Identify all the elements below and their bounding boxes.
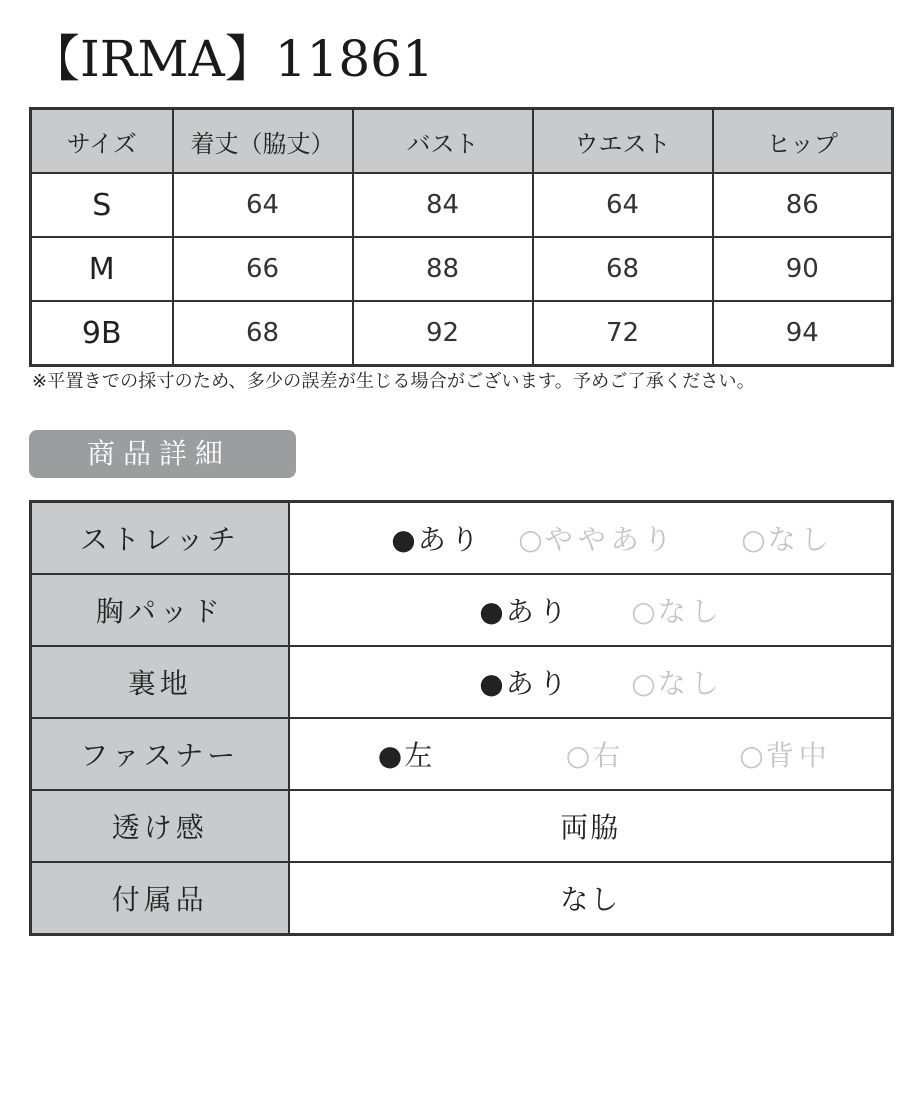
option-selected: ●あり — [391, 523, 484, 556]
size-label: M — [31, 237, 173, 301]
hip-value: 86 — [713, 173, 893, 237]
bust-value: 88 — [353, 237, 533, 301]
empty-circle-icon: ○ — [739, 739, 764, 772]
product-title: 【IRMA】11861 — [30, 30, 434, 88]
option-unselected: ○ややあり — [518, 523, 677, 556]
length-value: 66 — [173, 237, 353, 301]
header-bust: バスト — [353, 109, 533, 174]
option-selected: ●あり — [479, 667, 572, 700]
section-title-badge: 商品詳細 — [29, 430, 296, 478]
table-row — [31, 173, 893, 237]
empty-circle-icon: ○ — [565, 739, 591, 772]
waist-value: 68 — [533, 237, 713, 301]
detail-row-sheerness — [31, 790, 893, 862]
size-table-header-row — [31, 109, 893, 174]
details-table — [29, 500, 894, 936]
detail-row-zipper — [31, 718, 893, 790]
detail-label: 透け感 — [31, 790, 289, 862]
detail-row-stretch — [31, 502, 893, 575]
detail-label: ファスナー — [31, 718, 289, 790]
size-label: S — [31, 173, 173, 237]
detail-label: 裏地 — [31, 646, 289, 718]
hip-value: 90 — [713, 237, 893, 301]
empty-circle-icon: ○ — [518, 523, 543, 556]
empty-circle-icon: ○ — [631, 595, 656, 628]
detail-row-accessories — [31, 862, 893, 935]
detail-value — [289, 502, 893, 575]
detail-value: 両脇 — [289, 790, 893, 862]
option-selected: ●左 — [377, 739, 438, 772]
detail-row-chest-pad — [31, 574, 893, 646]
table-row — [31, 301, 893, 366]
filled-circle-icon: ● — [377, 739, 403, 772]
detail-value — [289, 574, 893, 646]
empty-circle-icon: ○ — [741, 523, 766, 556]
detail-value — [289, 646, 893, 718]
detail-label: 胸パッド — [31, 574, 289, 646]
length-value: 68 — [173, 301, 353, 366]
option-unselected: ○背中 — [739, 739, 832, 772]
bust-value: 92 — [353, 301, 533, 366]
filled-circle-icon: ● — [391, 523, 416, 556]
hip-value: 94 — [713, 301, 893, 366]
size-label: 9B — [31, 301, 173, 366]
option-unselected: ○なし — [741, 523, 834, 556]
size-table — [29, 107, 894, 367]
detail-value — [289, 718, 893, 790]
filled-circle-icon: ● — [479, 595, 504, 628]
option-unselected: ○なし — [631, 667, 724, 700]
option-unselected: ○なし — [631, 595, 724, 628]
detail-value: なし — [289, 862, 893, 935]
option-selected: ●あり — [479, 595, 572, 628]
header-size: サイズ — [31, 109, 173, 174]
length-value: 64 — [173, 173, 353, 237]
header-length: 着丈（脇丈） — [173, 109, 353, 174]
table-row — [31, 237, 893, 301]
detail-label: 付属品 — [31, 862, 289, 935]
header-waist: ウエスト — [533, 109, 713, 174]
filled-circle-icon: ● — [479, 667, 504, 700]
detail-label: ストレッチ — [31, 502, 289, 575]
measurement-note: ※平置きでの採寸のため、多少の誤差が生じる場合がございます。予めご了承ください。 — [32, 371, 755, 392]
header-hip: ヒップ — [713, 109, 893, 174]
option-unselected: ○右 — [565, 739, 626, 772]
empty-circle-icon: ○ — [631, 667, 656, 700]
bust-value: 84 — [353, 173, 533, 237]
waist-value: 64 — [533, 173, 713, 237]
detail-row-lining — [31, 646, 893, 718]
waist-value: 72 — [533, 301, 713, 366]
